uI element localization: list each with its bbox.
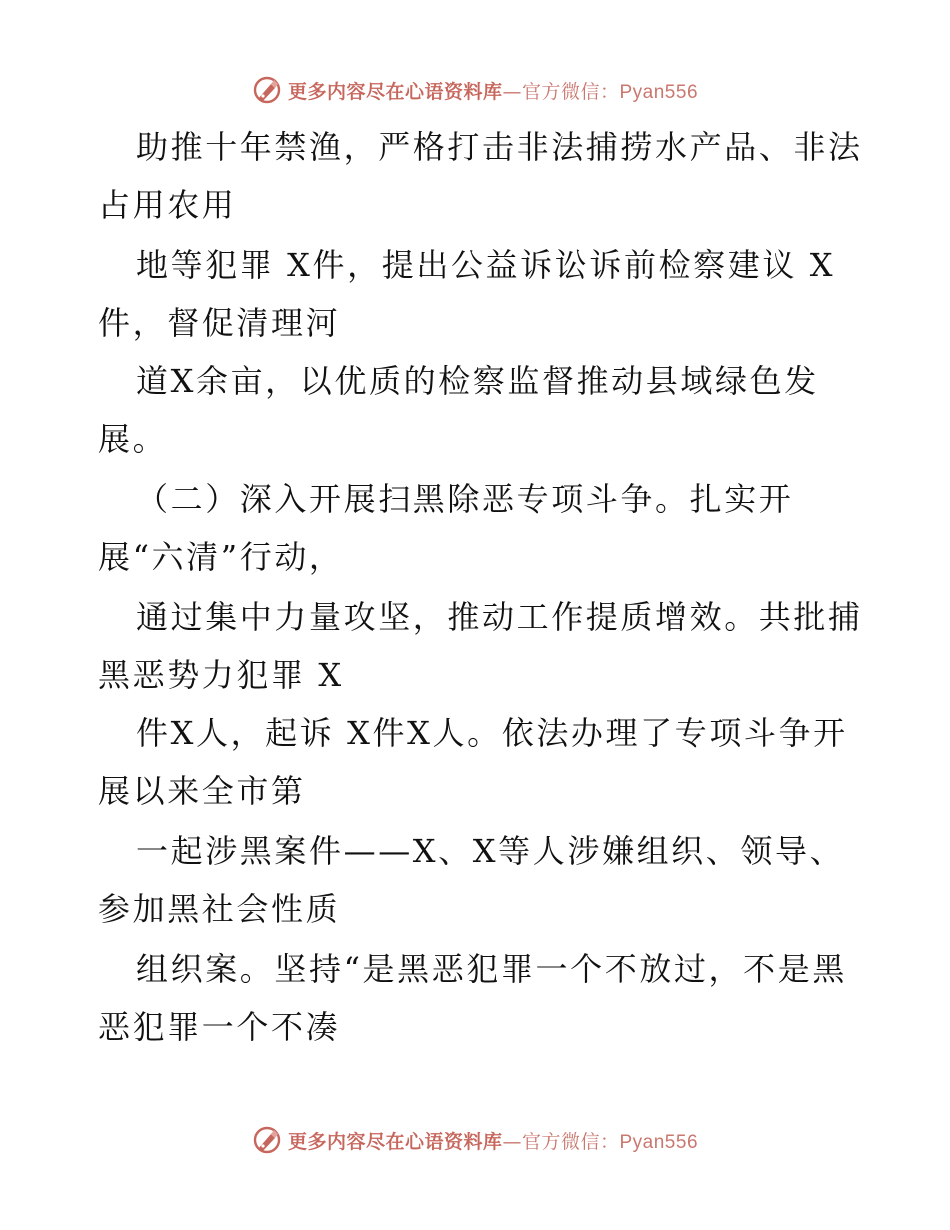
watermark-text (288, 1127, 698, 1154)
header-watermark (0, 70, 950, 110)
watermark-wechat-id: Pyan556 (619, 81, 699, 103)
pen-logo-icon (252, 75, 282, 105)
text-line: 件，督促清理河 (98, 304, 341, 342)
text-line: 展。 (98, 420, 168, 458)
text-line: 件X人，起诉 X件X人。依法办理了专项斗争开 (136, 714, 848, 752)
text-line: 参加黑社会性质 (98, 890, 341, 928)
text-line: 组织案。坚持“是黑恶犯罪一个不放过，不是黑 (136, 950, 847, 988)
watermark-dash: — (502, 1130, 522, 1153)
text-line: 黑恶势力犯罪 X (98, 656, 344, 694)
footer-watermark (0, 1120, 950, 1160)
text-line: 展“六清”行动， (98, 538, 344, 576)
watermark-label: 官方微信： (521, 1130, 620, 1153)
watermark-brand: 更多内容尽在心语资料库 (287, 80, 503, 103)
text-line: （二）深入开展扫黑除恶专项斗争。扎实开 (136, 480, 794, 518)
text-line: 占用农用 (98, 186, 237, 224)
text-line: 地等犯罪 X件，提出公益诉讼诉前检察建议 X (136, 246, 836, 284)
text-line: 助推十年禁渔，严格打击非法捕捞水产品、非法 (136, 128, 863, 166)
pen-logo-icon (252, 1125, 282, 1155)
watermark-dash: — (502, 80, 522, 103)
watermark-label: 官方微信： (521, 80, 620, 103)
text-line: 恶犯罪一个不凑 (98, 1008, 341, 1046)
text-line: 展以来全市第 (98, 772, 306, 810)
watermark-text (288, 77, 698, 104)
text-line: 通过集中力量攻坚，推动工作提质增效。共批捕 (136, 598, 863, 636)
text-line: 道X余亩，以优质的检察监督推动县域绿色发 (136, 362, 819, 400)
watermark-brand: 更多内容尽在心语资料库 (287, 1130, 503, 1153)
watermark-wechat-id: Pyan556 (619, 1131, 699, 1153)
text-line: 一起涉黑案件——X、X等人涉嫌组织、领导、 (136, 832, 845, 870)
